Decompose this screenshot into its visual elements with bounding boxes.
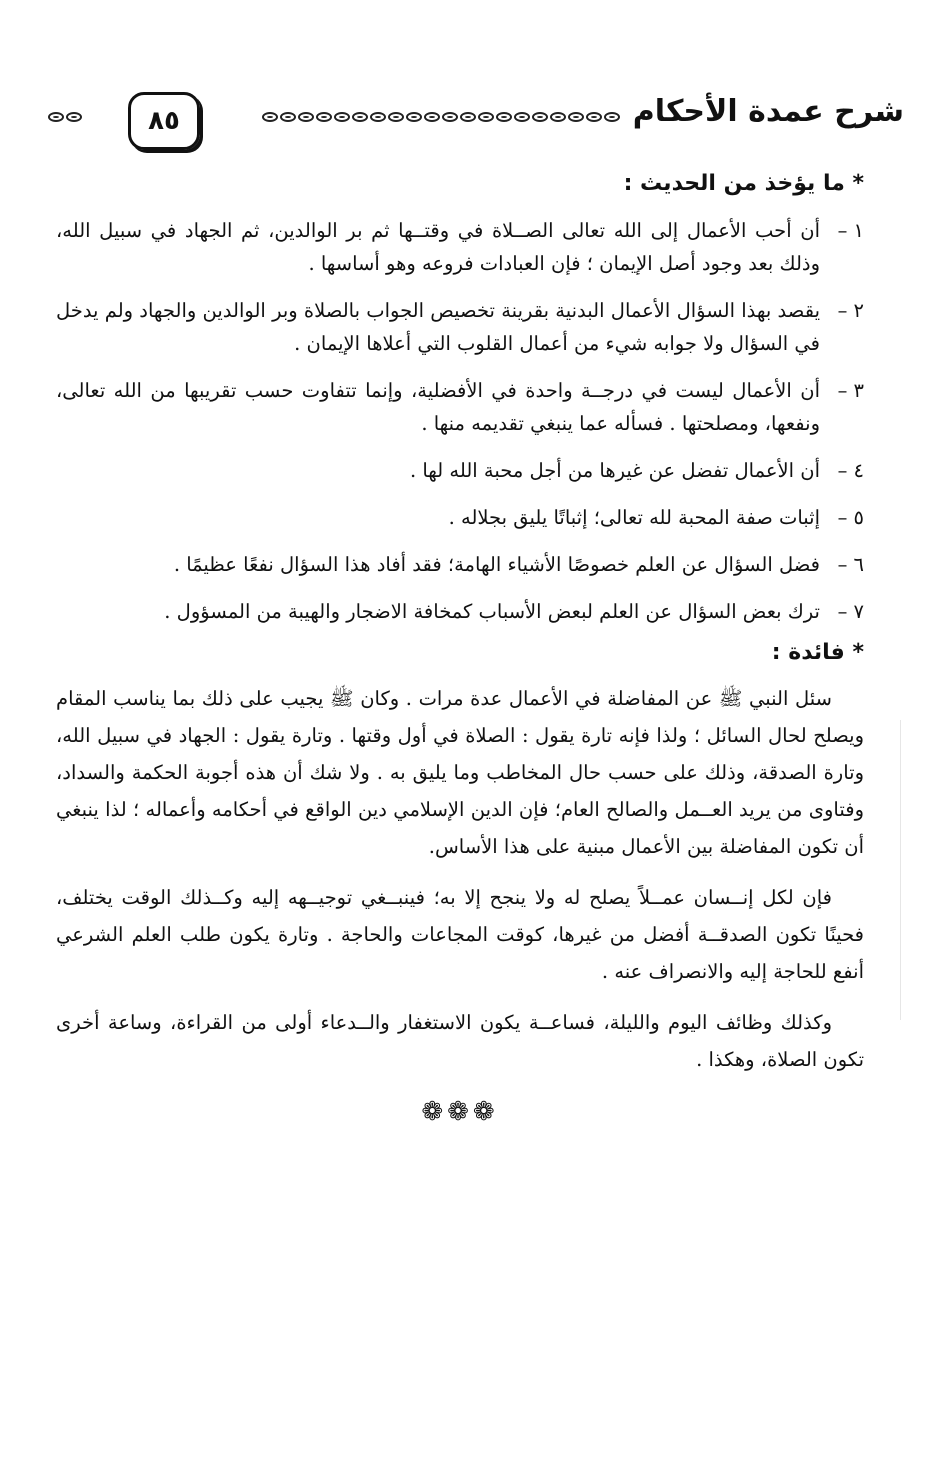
list-item: [56, 454, 864, 487]
list-item-text: أن أحب الأعمال إلى الله تعالى الصــلاة في وقتــها ثم بر الوالدين، ثم الجهاد في سبيل الله، وذلك بعد وجود أصل الإيمان ؛ فإن العبادات فروعه وهو أساسها .: [56, 219, 820, 275]
list-item-number: ٣ –: [837, 379, 864, 402]
list-item: [56, 294, 864, 360]
list-item-text: إثبات صفة المحبة لله تعالى؛ إثباتًا يليق بجلاله .: [448, 506, 820, 529]
list-item-text: أن الأعمال ليست في درجــة واحدة في الأفضلية، وإنما تتفاوت حسب تقريبها من الله تعالى، ونفعها، ومصلحتها . فسأله عما ينبغي تقديمه منها .: [56, 379, 820, 435]
list-item-number: ١ –: [837, 219, 864, 242]
list-item-text: ترك بعض السؤال عن العلم لبعض الأسباب كمخافة الاضجار والهيبة من المسؤول .: [164, 600, 820, 623]
header-ornament-small: [48, 112, 104, 122]
book-title: شرح عمدة الأحكام: [632, 94, 904, 129]
list-item-text: فضل السؤال عن العلم خصوصًا الأشياء الهامة؛ فقد أفاد هذا السؤال نفعًا عظيمًا .: [173, 553, 820, 576]
list-item: [56, 501, 864, 534]
list-item-text: يقصد بهذا السؤال الأعمال البدنية بقرينة تخصيص الجواب بالصلاة وبر الوالدين والجهاد ولم يدخل في السؤال ولا جوابه شيء من أعمال القلوب التي أعلاها الإيمان .: [56, 299, 820, 355]
list-item-number: ٦ –: [837, 553, 864, 576]
list-item-text: أن الأعمال تفضل عن غيرها من أجل محبة الله لها .: [409, 459, 820, 482]
section-heading: * ما يؤخذ من الحديث :: [623, 171, 864, 196]
list-item-number: ٥ –: [837, 506, 864, 529]
list-item: [56, 374, 864, 440]
header-ornament: [262, 112, 622, 122]
paragraph: وكذلك وظائف اليوم والليلة، فساعــة يكون الاستغفار والــدعاء أولى من القراءة، وساعة أخرى تكون الصلاة، وهكذا .: [56, 1011, 864, 1071]
list-item: [56, 595, 864, 628]
list-item-number: ٤ –: [837, 459, 864, 482]
faida-heading: * فائدة :: [771, 640, 864, 665]
list-item: [56, 548, 864, 581]
paragraph: فإن لكل إنــسان عمــلاً يصلح له ولا ينجح إلا به؛ فينبــغي توجيــهه إليه وكــذلك الوقت يختلف، فحينًا تكون الصدقــة أفضل من غيرها، كوقت المجاعات والحاجة . وتارة يكون طلب العلم الشرعي أنفع للحاجة إليه والانصراف عنه .: [56, 886, 864, 983]
list-item-number: ٧ –: [837, 600, 864, 623]
page-number: ٨٥: [128, 92, 200, 150]
page-header: [40, 92, 904, 164]
list-item-number: ٢ –: [837, 299, 864, 322]
list-item: [56, 214, 864, 280]
scan-margin-line: [900, 720, 901, 1020]
page-content: [56, 166, 864, 1129]
flower-separator-icon: ❁❁❁: [421, 1097, 499, 1127]
paragraph: سئل النبي ﷺ عن المفاضلة في الأعمال عدة مرات . وكان ﷺ يجيب على ذلك بما يناسب المقام ويصلح لحال السائل ؛ ولذا فإنه تارة يقول : الصلاة في أول وقتها . وتارة يقول : الجهاد في سبيل الله، وتارة الصدقة، وذلك على حسب حال المخاطب وما يليق به . ولا شك أن هذه أجوبة الحكمة والسداد، وفتاوى من يريد العــمل والصالح العام؛ فإن الدين الإسلامي دين الواقع في أحكامه وأعماله ؛ لذا ينبغي أن تكون المفاضلة بين الأعمال مبنية على هذا الأساس.: [56, 687, 864, 858]
